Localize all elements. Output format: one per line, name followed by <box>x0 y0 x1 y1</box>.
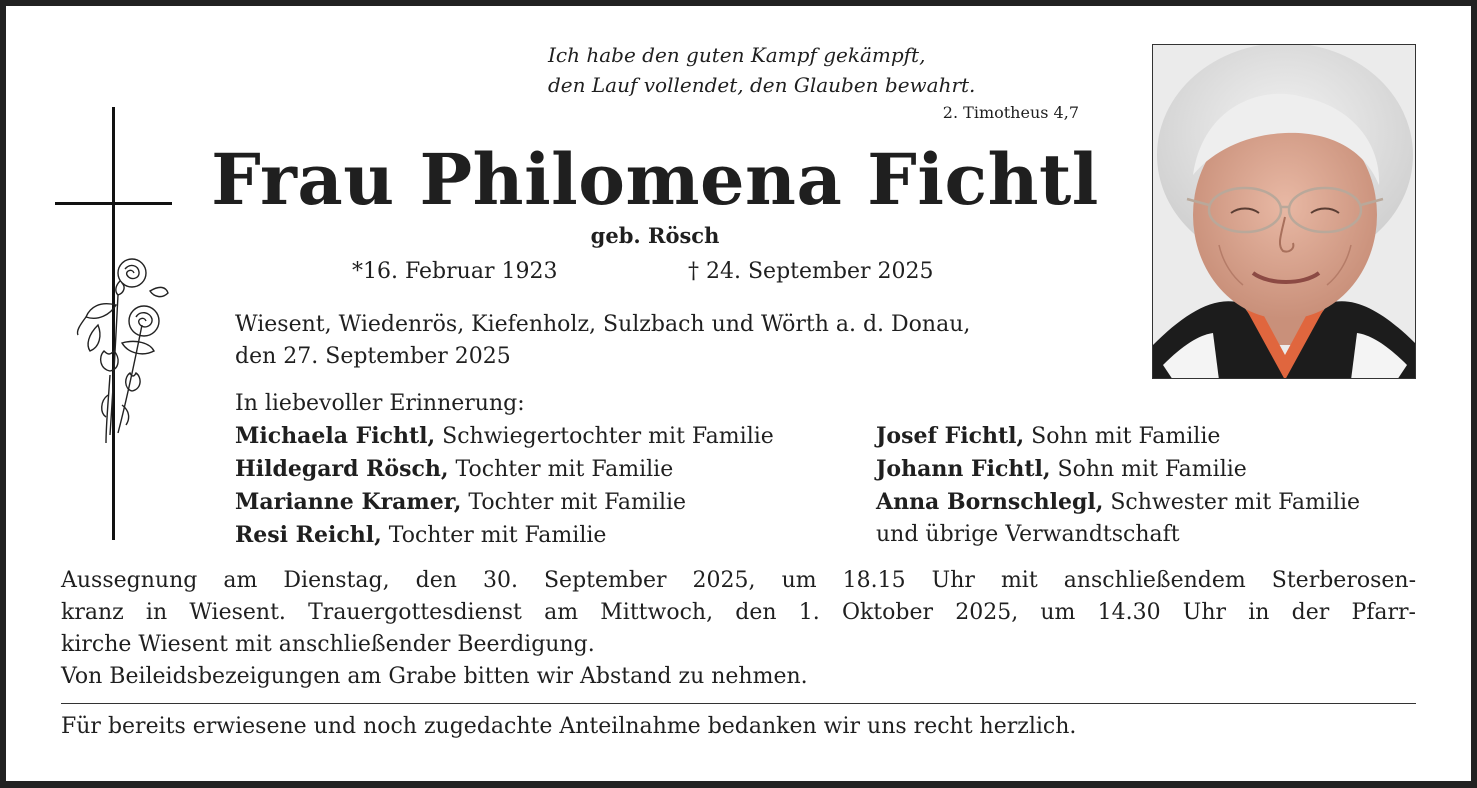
mourner-entry <box>876 453 1360 486</box>
date-line: den 27. September 2025 <box>235 344 511 369</box>
divider <box>61 703 1416 704</box>
verse-reference: 2. Timotheus 4,7 <box>942 103 1079 122</box>
funeral-line-1: Aussegnung am Dienstag, den 30. September 2025, um 18.15 Uhr mit anschließendem Sterberosen- <box>61 568 1416 593</box>
cross-horizontal-bar <box>55 202 172 205</box>
mourner-name: Resi Reichl, <box>235 522 382 548</box>
mourner-name: Marianne Kramer, <box>235 489 462 515</box>
mourner-entry <box>876 519 1360 551</box>
portrait-illustration <box>1153 45 1416 379</box>
funeral-line-2: kranz in Wiesent. Trauergottesdienst am Mittwoch, den 1. Oktober 2025, um 14.30 Uhr in der Pfarr- <box>61 600 1416 625</box>
mourner-name: Michaela Fichtl, <box>235 423 436 449</box>
mourner-entry <box>876 486 1360 519</box>
mourner-relation: Schwester mit Familie <box>1103 490 1361 515</box>
mourner-relation: und übrige Verwandtschaft <box>876 522 1180 547</box>
mourner-entry <box>235 486 774 519</box>
mourner-name: Johann Fichtl, <box>876 456 1051 482</box>
roses-icon <box>70 255 170 455</box>
mourner-name: Anna Bornschlegl, <box>876 489 1104 515</box>
mourners-left-column <box>235 420 774 552</box>
funeral-line-3: kirche Wiesent mit anschließender Beerdigung. <box>61 632 595 657</box>
place-and-date <box>235 309 970 373</box>
bible-verse <box>548 40 975 100</box>
mourner-relation: Tochter mit Familie <box>381 523 607 548</box>
mourner-relation: Sohn mit Familie <box>1050 457 1247 482</box>
maiden-name: geb. Rösch <box>590 223 720 248</box>
place-line: Wiesent, Wiedenrös, Kiefenholz, Sulzbach und Wörth a. d. Donau, <box>235 312 971 337</box>
verse-line-1: Ich habe den guten Kampf gekämpft, <box>548 43 926 67</box>
funeral-details <box>61 565 1416 693</box>
mourner-entry <box>235 420 774 453</box>
mourner-entry <box>235 453 774 486</box>
mourner-entry <box>876 420 1360 453</box>
deceased-name: Frau Philomena Fichtl <box>211 138 1099 221</box>
thanks-note: Für bereits erwiesene und noch zugedachte Anteilnahme bedanken wir uns recht herzlich. <box>61 714 1077 739</box>
verse-line-2: den Lauf vollendet, den Glauben bewahrt. <box>548 73 976 97</box>
mourner-name: Hildegard Rösch, <box>235 456 449 482</box>
mourner-relation: Tochter mit Familie <box>461 490 687 515</box>
mourner-entry <box>235 519 774 552</box>
birth-date: *16. Februar 1923 <box>352 259 558 284</box>
remembrance-heading: In liebevoller Erinnerung: <box>235 391 525 416</box>
funeral-line-4: Von Beileidsbezeigungen am Grabe bitten wir Abstand zu nehmen. <box>61 664 808 689</box>
death-date: † 24. September 2025 <box>688 259 934 284</box>
mourners-right-column <box>876 420 1360 551</box>
mourner-name: Josef Fichtl, <box>876 423 1025 449</box>
mourner-relation: Schwiegertochter mit Familie <box>435 424 774 449</box>
portrait-photo <box>1152 44 1416 379</box>
mourner-relation: Tochter mit Familie <box>448 457 674 482</box>
mourner-relation: Sohn mit Familie <box>1024 424 1221 449</box>
